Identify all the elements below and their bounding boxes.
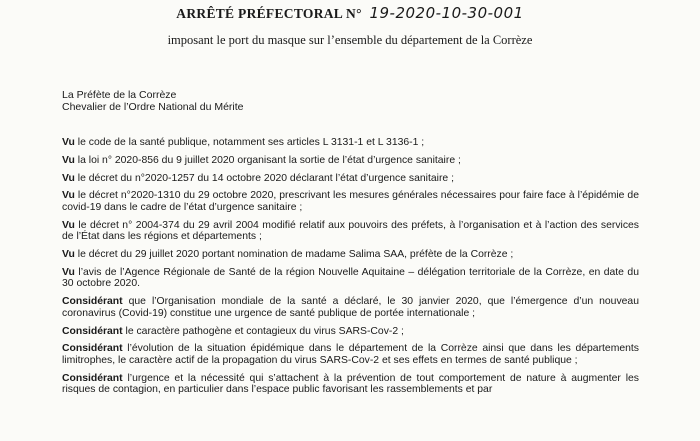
paragraph-text: le décret du n°2020-1257 du 14 octobre 2020 déclarant l’état d’urgence sanitaire ; (74, 172, 454, 184)
considerant-paragraph (62, 373, 639, 396)
paragraph-lead: Considérant (62, 325, 123, 337)
paragraph-text: l’évolution de la situation épidémique dans le département de la Corrèze ainsi que dans les départements limitrophes, le caractère actif de la propagation du virus SARS-Cov-2 et ses effets en termes de santé publique ; (62, 343, 639, 366)
paragraph-lead: Vu (62, 219, 75, 231)
authority-distinction: Chevalier de l’Ordre National du Mérite (62, 101, 244, 113)
visa-paragraph (62, 155, 639, 167)
visa-paragraph (62, 267, 639, 290)
paragraph-text: le décret n° 2004-374 du 29 avril 2004 modifié relatif aux pouvoirs des préfets, à l’organisation et à l’action des services de l’État dans les régions et départements ; (62, 219, 639, 243)
paragraph-lead: Considérant (62, 343, 123, 355)
paragraph-text: le décret n°2020-1310 du 29 octobre 2020, prescrivant les mesures générales nécessaires pour faire face à l’épidémie de covid-19 dans le cadre de l’état d’urgence sanitaire ; (62, 190, 639, 213)
considerant-paragraph (62, 326, 639, 338)
paragraph-lead: Considérant (62, 372, 123, 384)
paragraph-lead: Vu (62, 190, 75, 202)
visa-paragraph (62, 137, 639, 149)
paragraph-text: le caractère pathogène et contagieux du virus SARS-Cov-2 ; (122, 325, 404, 337)
decree-number: 19-2020-10-30-001 (369, 4, 524, 22)
paragraph-text: l’avis de l’Agence Régionale de Santé de la région Nouvelle Aquitaine – délégation territoriale de la Corrèze, en date du 30 octobre 2020. (62, 266, 639, 290)
paragraph-lead: Vu (62, 172, 75, 184)
paragraph-text: que l’Organisation mondiale de la santé a déclaré, le 30 janvier 2020, que l’émergence d’un nouveau coronavirus (Covid-19) constitue une urgence de santé publique de portée internationale ; (62, 296, 639, 319)
paragraph-lead: Vu (62, 249, 75, 261)
decree-title-text: ARRÊTÉ PRÉFECTORAL N° (176, 6, 362, 21)
authority-title: La Préfète de la Corrèze (62, 89, 177, 101)
paragraph-lead: Considérant (62, 296, 123, 308)
paragraph-lead: Vu (62, 154, 75, 166)
considerant-paragraph (62, 343, 639, 366)
decree-title (0, 4, 700, 22)
paragraph-lead: Vu (62, 137, 75, 148)
paragraph-text: le code de la santé publique, notamment ses articles L 3131-1 et L 3136-1 ; (74, 137, 425, 148)
visa-paragraph (62, 173, 639, 185)
paragraph-text: le décret du 29 juillet 2020 portant nomination de madame Salima SAA, préfète de la Corrèze ; (74, 249, 514, 261)
paragraph-lead: Vu (62, 266, 75, 278)
decree-subtitle: imposant le port du masque sur l’ensemble du département de la Corrèze (167, 33, 533, 47)
decree-body (62, 137, 639, 402)
issuing-authority (62, 89, 244, 113)
visa-paragraph (62, 220, 639, 243)
visa-paragraph (62, 190, 639, 213)
paragraph-text: l’urgence et la nécessité qui s’attachent à la prévention de tout comportement de nature à augmenter les risques de contagion, en particulier dans l’espace public favorisant les rassemblements et par (62, 372, 639, 396)
visa-paragraph (62, 249, 639, 261)
considerant-paragraph (62, 296, 639, 319)
paragraph-text: la loi n° 2020-856 du 9 juillet 2020 organisant la sortie de l’état d’urgence sanitaire ; (74, 154, 461, 166)
